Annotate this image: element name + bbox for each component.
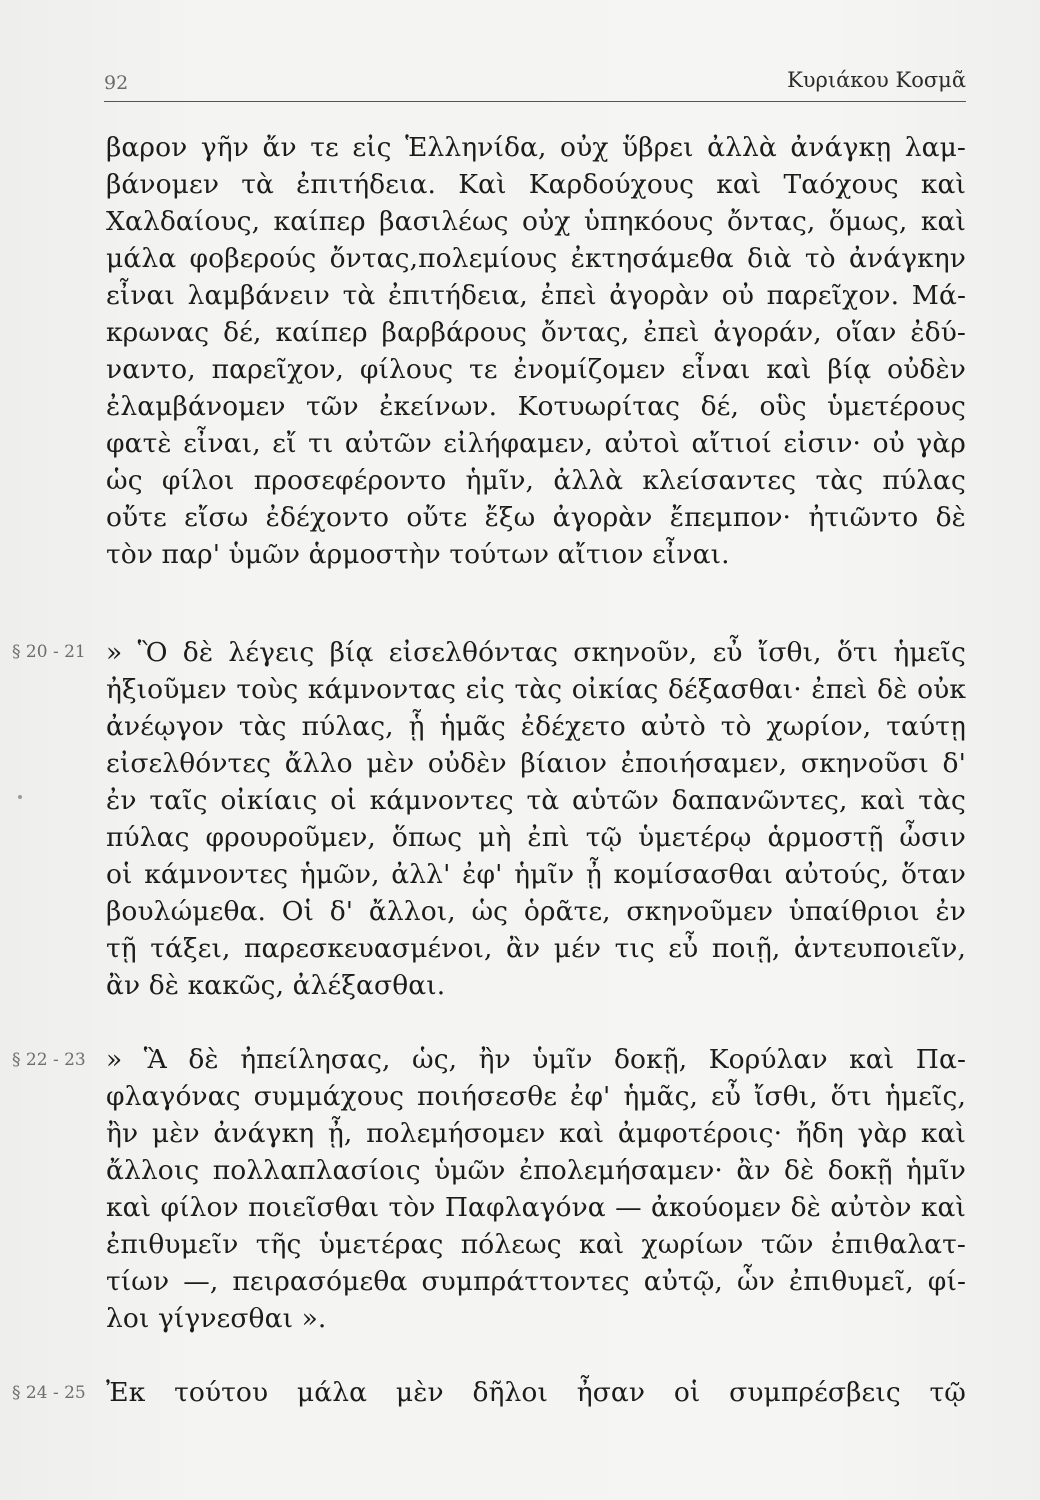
text-line: εἶναι λαμβάνειν τὰ ἐπιτήδεια, ἐπεὶ ἀγορὰν οὐ παρεῖχον. Μά- xyxy=(106,280,966,311)
text-line: καὶ φίλον ποιεῖσθαι τὸν Παφλαγόνα — ἀκούομεν δὲ αὐτὸν καὶ xyxy=(106,1192,966,1223)
text-line: κρωνας δέ, καίπερ βαρβάρους ὄντας, ἐπεὶ ἀγοράν, οἵαν ἐδύ- xyxy=(106,317,966,348)
text-line: ἀνέῳγον τὰς πύλας, ᾗ ἡμᾶς ἐδέχετο αὐτὸ τὸ χωρίον, ταύτῃ xyxy=(106,711,966,742)
text-line: φατὲ εἶναι, εἴ τι αὐτῶν εἰλήφαμεν, αὐτοὶ αἴτιοί εἰσιν· οὐ γὰρ xyxy=(106,428,966,459)
text-line: ἐν ταῖς οἰκίαις οἱ κάμνοντες τὰ αὑτῶν δαπανῶντες, καὶ τὰς xyxy=(106,785,966,816)
page-number: 92 xyxy=(104,72,129,94)
text-line: » Ὃ δὲ λέγεις βίᾳ εἰσελθόντας σκηνοῦν, εὖ ἴσθι, ὅτι ἡμεῖς xyxy=(106,637,966,668)
text-line: ἢν μὲν ἀνάγκη ᾖ, πολεμήσομεν καὶ ἀμφοτέροις· ἤδη γὰρ καὶ xyxy=(106,1118,966,1149)
text-line: βαρον γῆν ἄν τε εἰς Ἑλληνίδα, οὐχ ὕβρει ἀλλὰ ἀνάγκῃ λαμ- xyxy=(106,132,966,163)
text-line: εἰσελθόντες ἄλλο μὲν οὐδὲν βίαιον ἐποιήσαμεν, σκηνοῦσι δ' xyxy=(106,748,966,779)
text-line: ἐπιθυμεῖν τῆς ὑμετέρας πόλεως καὶ χωρίων τῶν ἐπιθαλατ- xyxy=(106,1229,966,1260)
text-line: ἂν δὲ κακῶς, ἀλέξασθαι. xyxy=(106,970,446,1001)
text-line: » Ἃ δὲ ἠπείλησας, ὡς, ἢν ὑμῖν δοκῇ, Κορύλαν καὶ Πα- xyxy=(106,1044,966,1075)
text-line: λοι γίγνεσθαι ». xyxy=(106,1303,327,1334)
text-line: πύλας φρουροῦμεν, ὅπως μὴ ἐπὶ τῷ ὑμετέρῳ ἁρμοστῇ ὦσιν xyxy=(106,822,966,853)
text-line: ἠξιοῦμεν τοὺς κάμνοντας εἰς τὰς οἰκίας δέξασθαι· ἐπεὶ δὲ οὐκ xyxy=(106,674,966,705)
text-line: ὡς φίλοι προσεφέροντο ἡμῖν, ἀλλὰ κλείσαντες τὰς πύλας xyxy=(106,465,966,496)
text-line: φλαγόνας συμμάχους ποιήσεσθε ἐφ' ἡμᾶς, εὖ ἴσθι, ὅτι ἡμεῖς, xyxy=(106,1081,966,1112)
marginal-note-section-22-23: § 22 - 23 xyxy=(12,1050,86,1070)
text-line: Χαλδαίους, καίπερ βασιλέως οὐχ ὑπηκόους ὄντας, ὅμως, καὶ xyxy=(106,206,966,237)
text-line: τῇ τάξει, παρεσκευασμένοι, ἂν μέν τις εὖ ποιῇ, ἀντευποιεῖν, xyxy=(106,933,966,964)
text-line: οἱ κάμνοντες ἡμῶν, ἀλλ' ἐφ' ἡμῖν ᾖ κομίσασθαι αὐτούς, ὅταν xyxy=(106,859,966,890)
text-line: βουλώμεθα. Οἱ δ' ἄλλοι, ὡς ὁρᾶτε, σκηνοῦμεν ὑπαίθριοι ἐν xyxy=(106,896,966,927)
marginal-note-section-20-21: § 20 - 21 xyxy=(12,642,86,662)
text-line: μάλα φοβερούς ὄντας,πολεμίους ἐκτησάμεθα διὰ τὸ ἀνάγκην xyxy=(106,243,966,274)
text-line: τίων —, πειρασόμεθα συμπράττοντες αὐτῷ, ὧν ἐπιθυμεῖ, φί- xyxy=(106,1266,966,1297)
text-line: βάνομεν τὰ ἐπιτήδεια. Καὶ Καρδούχους καὶ Ταόχους καὶ xyxy=(106,169,966,200)
running-head: Κυριάκου Κοσμᾶ xyxy=(787,68,966,92)
text-line: οὔτε εἴσω ἐδέχοντο οὔτε ἔξω ἀγορὰν ἔπεμπον· ἠτιῶντο δὲ xyxy=(106,502,966,533)
text-line: ἄλλοις πολλαπλασίοις ὑμῶν ἐπολεμήσαμεν· ἂν δὲ δοκῇ ἡμῖν xyxy=(106,1155,966,1186)
text-line: ναντο, παρεῖχον, φίλους τε ἐνομίζομεν εἶναι καὶ βίᾳ οὐδὲν xyxy=(106,354,966,385)
text-line: τὸν παρ' ὑμῶν ἁρμοστὴν τούτων αἴτιον εἶναι. xyxy=(106,539,730,570)
marginal-note-section-24-25: § 24 - 25 xyxy=(12,1383,86,1403)
text-line: Ἐκ τούτου μάλα μὲν δῆλοι ἦσαν οἱ συμπρέσβεις τῷ xyxy=(106,1377,966,1408)
text-line: ἐλαμβάνομεν τῶν ἐκείνων. Κοτυωρίτας δέ, οὓς ὑμετέρους xyxy=(106,391,966,422)
margin-dot-mark xyxy=(18,795,22,799)
page-header xyxy=(0,0,1040,110)
header-rule xyxy=(104,101,966,102)
